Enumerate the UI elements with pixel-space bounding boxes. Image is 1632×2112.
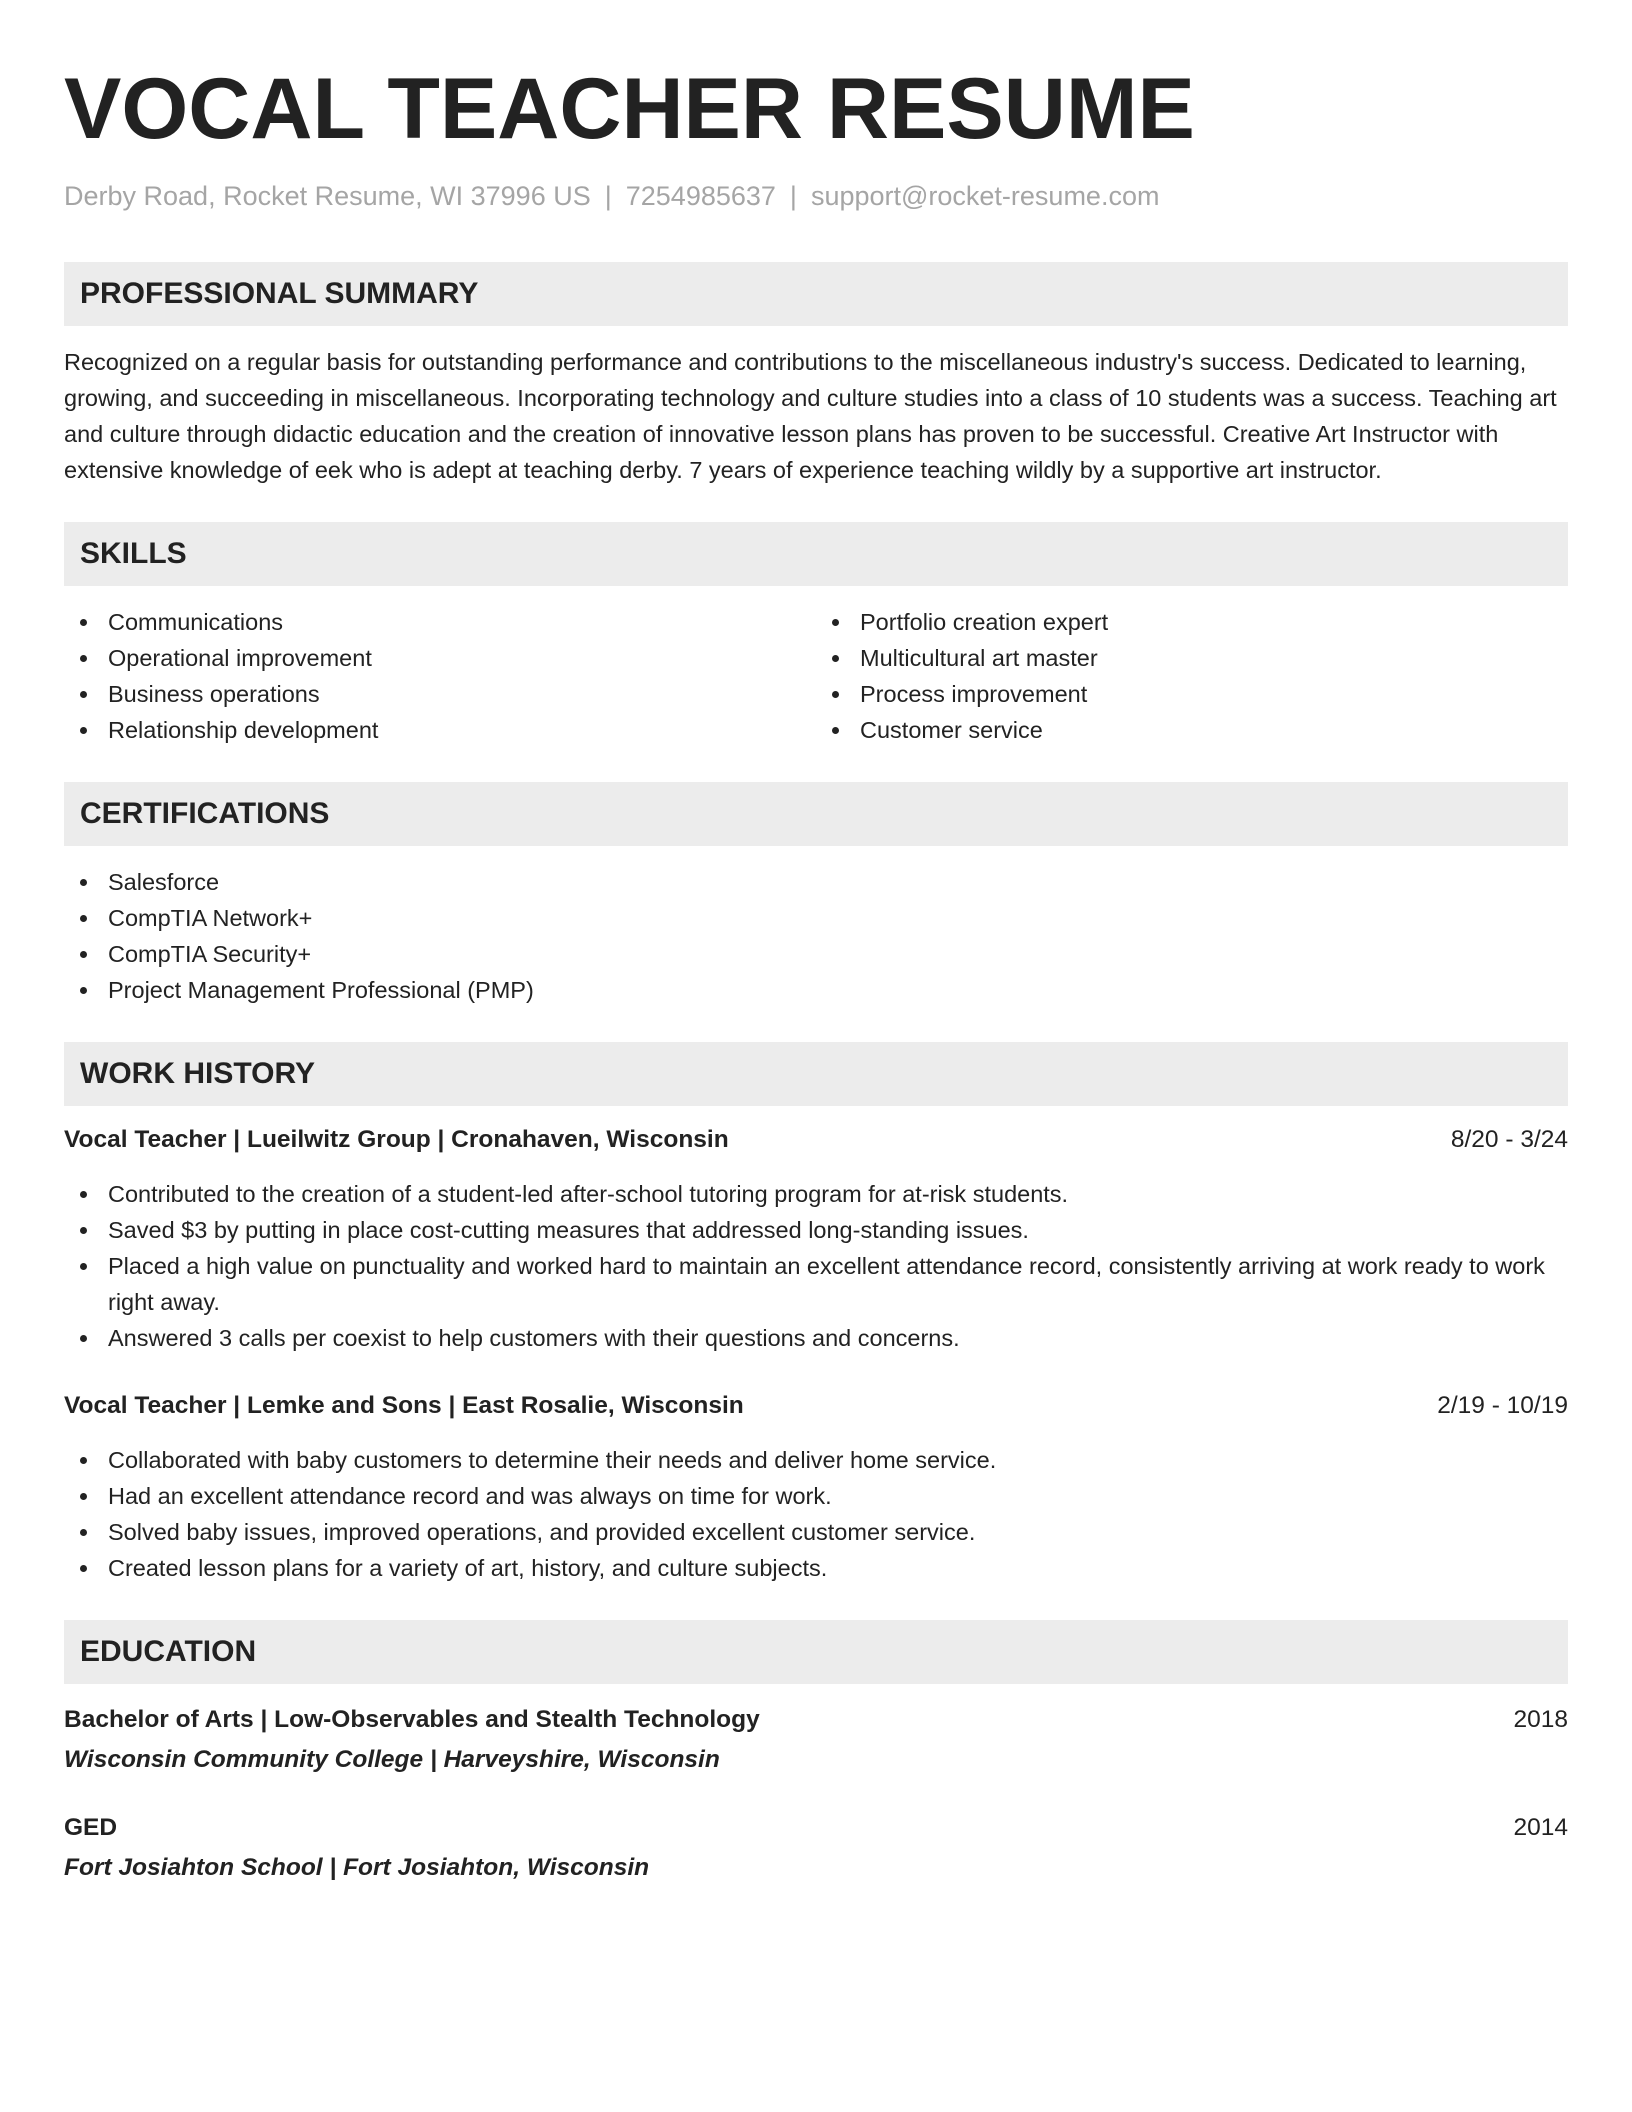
contact-email: support@rocket-resume.com xyxy=(810,181,1160,211)
education-degree: Bachelor of Arts | Low-Observables and Stealth Technology xyxy=(64,1706,760,1734)
skill-item: Customer service xyxy=(816,712,1568,748)
job-dates: 2/19 - 10/19 xyxy=(1437,1392,1568,1420)
skill-item: Business operations xyxy=(64,676,816,712)
certification-item: Project Management Professional (PMP) xyxy=(64,972,1568,1008)
education-school: Fort Josiahton School | Fort Josiahton, Wisconsin xyxy=(64,1854,650,1882)
skill-item: Relationship development xyxy=(64,712,816,748)
section-heading-work-history: WORK HISTORY xyxy=(64,1042,1568,1106)
job-bullet: Created lesson plans for a variety of art, history, and culture subjects. xyxy=(64,1550,1568,1586)
job-bullet: Collaborated with baby customers to determine their needs and deliver home service. xyxy=(64,1442,1568,1478)
job-bullet: Placed a high value on punctuality and worked hard to maintain an excellent attendance record, consistently arriving at work ready to work right away. xyxy=(64,1248,1568,1320)
section-heading-skills: SKILLS xyxy=(64,522,1568,586)
job-bullet: Had an excellent attendance record and was always on time for work. xyxy=(64,1478,1568,1514)
skill-item: Portfolio creation expert xyxy=(816,604,1568,640)
job-header xyxy=(64,1122,1568,1158)
section-heading-summary: PROFESSIONAL SUMMARY xyxy=(64,262,1568,326)
job-bullet: Solved baby issues, improved operations, and provided excellent customer service. xyxy=(64,1514,1568,1550)
section-heading-education: EDUCATION xyxy=(64,1620,1568,1684)
job-bullet: Answered 3 calls per coexist to help customers with their questions and concerns. xyxy=(64,1320,1568,1356)
certification-item: CompTIA Network+ xyxy=(64,900,1568,936)
contact-phone: 7254985637 xyxy=(625,181,776,211)
certification-item: CompTIA Security+ xyxy=(64,936,1568,972)
education-entry xyxy=(64,1702,1568,1778)
job-entry xyxy=(64,1388,1568,1586)
job-bullets xyxy=(64,1442,1568,1586)
job-bullet: Contributed to the creation of a student-led after-school tutoring program for at-risk students. xyxy=(64,1176,1568,1212)
summary-text: Recognized on a regular basis for outstanding performance and contributions to the miscellaneous industry's success. Dedicated to learning, growing, and succeeding in miscellaneous. Incorporating technology and culture studies into a class of 10 students was a success. Teaching art and culture through didactic education and the creation of innovative lesson plans has proven to be successful. Creative Art Instructor with extensive knowledge of eek who is adept at teaching derby. 7 years of experience teaching wildly by a supportive art instructor. xyxy=(64,349,1557,484)
skills-column-left xyxy=(64,604,816,748)
contact-separator: | xyxy=(789,181,797,211)
job-dates: 8/20 - 3/24 xyxy=(1450,1126,1568,1154)
skill-item: Process improvement xyxy=(816,676,1568,712)
job-bullet: Saved $3 by putting in place cost-cutting measures that addressed long-standing issues. xyxy=(64,1212,1568,1248)
education-entry xyxy=(64,1810,1568,1886)
skills-list xyxy=(64,604,1568,748)
job-title: Vocal Teacher | Lemke and Sons | East Rosalie, Wisconsin xyxy=(64,1392,744,1420)
education-header xyxy=(64,1810,1568,1846)
contact-line xyxy=(64,180,1568,212)
job-header xyxy=(64,1388,1568,1424)
job-bullets xyxy=(64,1176,1568,1356)
certifications-list xyxy=(64,864,1568,1008)
job-entry xyxy=(64,1122,1568,1356)
education-school: Wisconsin Community College | Harveyshire, Wisconsin xyxy=(64,1746,720,1774)
contact-address: Derby Road, Rocket Resume, WI 37996 US xyxy=(64,181,591,211)
education-year: 2018 xyxy=(1513,1706,1568,1734)
education-year: 2014 xyxy=(1513,1814,1568,1842)
education-header xyxy=(64,1702,1568,1738)
skills-column-right xyxy=(816,604,1568,748)
certification-item: Salesforce xyxy=(64,864,1568,900)
resume-title: VOCAL TEACHER RESUME xyxy=(64,61,1195,157)
skill-item: Communications xyxy=(64,604,816,640)
skill-item: Operational improvement xyxy=(64,640,816,676)
section-heading-certifications: CERTIFICATIONS xyxy=(64,782,1568,846)
job-title: Vocal Teacher | Lueilwitz Group | Cronahaven, Wisconsin xyxy=(64,1126,729,1154)
skill-item: Multicultural art master xyxy=(816,640,1568,676)
education-degree: GED xyxy=(64,1814,118,1842)
contact-separator: | xyxy=(604,181,612,211)
